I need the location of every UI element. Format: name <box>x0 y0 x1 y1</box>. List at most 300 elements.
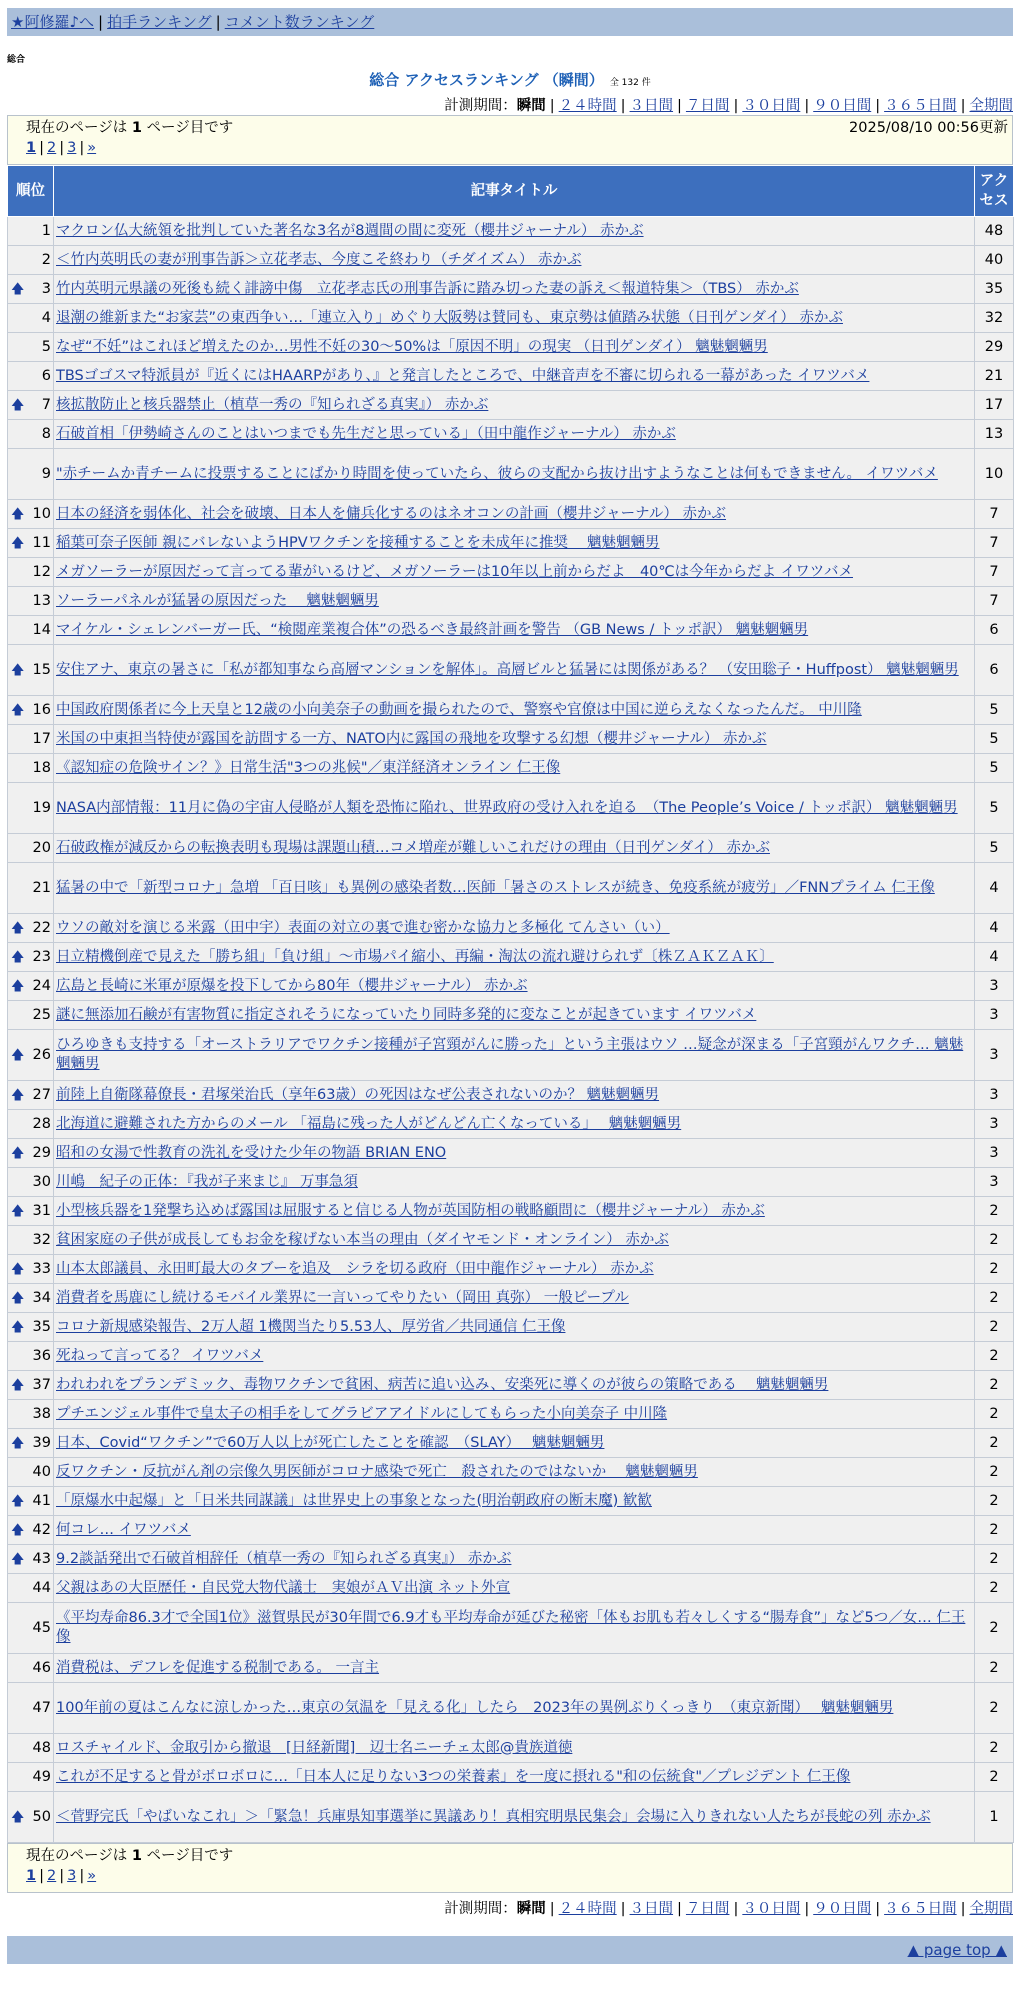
title-cell <box>54 972 975 1001</box>
separator: | <box>960 98 966 114</box>
table-row <box>8 558 1014 587</box>
separator: | <box>677 1901 682 1917</box>
access-count: 2 <box>975 1603 1014 1654</box>
article-link[interactable]: 核拡散防止と核兵器禁止（植草一秀の『知られざる真実』） 赤かぶ <box>56 396 489 413</box>
access-count: 2 <box>975 1313 1014 1342</box>
article-link[interactable]: 何コレ… イワツバメ <box>56 1521 191 1538</box>
article-link[interactable]: われわれをプランデミック、毒物ワクチンで貧困、病苦に追い込み、安楽死に導くのが彼らの策略である 魑魅魍魎男 <box>56 1376 829 1393</box>
rank-number: 10 <box>32 505 51 522</box>
title-cell <box>54 943 975 972</box>
table-row <box>8 1110 1014 1139</box>
title-cell <box>54 1574 975 1603</box>
rank-cell <box>8 1030 54 1081</box>
page-links-bottom <box>26 1866 1008 1886</box>
access-count: 3 <box>975 1001 1014 1030</box>
page-link-next[interactable]: » <box>87 140 97 156</box>
access-count: 4 <box>975 914 1014 943</box>
access-count: 4 <box>975 943 1014 972</box>
access-count: 3 <box>975 1168 1014 1197</box>
title-cell <box>54 1792 975 1843</box>
article-link[interactable]: 父親はあの大臣歴任・自民党大物代議士 実娘がＡＶ出演 ネット外宣 <box>56 1579 511 1596</box>
period-option-6[interactable]: ３６５日間 <box>884 98 957 114</box>
separator: | <box>59 1868 65 1884</box>
period-option-4[interactable]: ３０日間 <box>742 1901 801 1917</box>
access-count: 2 <box>975 1516 1014 1545</box>
rank-number: 29 <box>32 1144 51 1161</box>
article-link[interactable]: 《平均寿命86.3才で全国1位》滋賀県民が30年間で6.9才も平均寿命が延びた秘密「体もお肌も若々しくする“腸寿食”」など5つ／女… 仁王像 <box>56 1610 966 1645</box>
rank-cell <box>8 972 54 1001</box>
table-row <box>8 1342 1014 1371</box>
rank-cell <box>8 1574 54 1603</box>
access-count: 3 <box>975 1030 1014 1081</box>
access-count: 3 <box>975 972 1014 1001</box>
title-cell <box>54 246 975 275</box>
title-cell <box>54 333 975 362</box>
rank-number: 26 <box>32 1046 51 1063</box>
rank-number: 42 <box>32 1521 51 1538</box>
article-link[interactable]: 反ワクチン・反抗がん剤の宗像久男医師がコロナ感染で死亡 殺されたのではないか 魑魅魍魎男 <box>56 1463 698 1480</box>
table-row <box>8 1081 1014 1110</box>
rank-number: 24 <box>32 977 51 994</box>
article-link[interactable]: 貧困家庭の子供が成長してもお金を稼げない本当の理由（ダイヤモンド・オンライン） 赤かぶ <box>56 1231 669 1248</box>
rank-number: 1 <box>41 222 51 239</box>
rank-number: 28 <box>32 1115 51 1132</box>
rank-number: 31 <box>32 1202 51 1219</box>
article-link[interactable]: ソーラーパネルが猛暑の原因だった 魑魅魍魎男 <box>56 592 379 609</box>
access-count: 35 <box>975 275 1014 304</box>
access-count: 2 <box>975 1545 1014 1574</box>
title-cell <box>54 1654 975 1683</box>
separator: | <box>733 1901 739 1917</box>
rank-cell <box>8 1429 54 1458</box>
access-count: 40 <box>975 246 1014 275</box>
up-arrow-icon: 🡅 <box>11 978 25 994</box>
period-current: 瞬間 <box>516 98 546 114</box>
page-link-3[interactable]: 3 <box>67 1868 77 1884</box>
rank-number: 38 <box>32 1405 51 1422</box>
period-option-2[interactable]: ３日間 <box>629 1901 674 1917</box>
article-link[interactable]: ロスチャイルド、金取引から撤退 [日経新聞] 辺士名ニーチェ太郎@貴族道徳 <box>56 1739 573 1756</box>
rank-cell <box>8 1284 54 1313</box>
access-count: 7 <box>975 558 1014 587</box>
up-arrow-icon: 🡅 <box>11 1261 25 1277</box>
access-count: 32 <box>975 304 1014 333</box>
table-row <box>8 1487 1014 1516</box>
article-link[interactable]: 消費税は、デフレを促進する税制である。 一言主 <box>56 1659 380 1676</box>
category-label: 総合 <box>7 55 26 65</box>
rank-cell <box>8 1654 54 1683</box>
access-count: 2 <box>975 1197 1014 1226</box>
up-arrow-icon: 🡅 <box>11 1809 25 1825</box>
access-count: 2 <box>975 1487 1014 1516</box>
article-link[interactable]: 100年前の夏はこんなに涼しかった…東京の気温を「見える化」したら 2023年の異例ぶりくっきり （東京新聞） 魑魅魍魎男 <box>56 1699 894 1716</box>
rank-number: 43 <box>32 1550 51 1567</box>
title-cell <box>54 1168 975 1197</box>
article-link[interactable]: 山本太郎議員、永田町最大のタブーを追及 シラを切る政府（田中龍作ジャーナル） 赤かぶ <box>56 1260 654 1277</box>
access-count: 4 <box>975 863 1014 914</box>
article-link[interactable]: 広島と長崎に米軍が原爆を投下してから80年（櫻井ジャーナル） 赤かぶ <box>56 977 528 994</box>
rank-cell <box>8 1371 54 1400</box>
article-link[interactable]: 川嶋 紀子の正体：『我が子来まじ』 万事急須 <box>56 1173 358 1190</box>
article-link[interactable]: 中国政府関係者に今上天皇と12歳の小向美奈子の動画を撮られたので、警察や官僚は中国に逆らえなくなったんだ。 中川隆 <box>56 701 862 718</box>
rank-cell <box>8 834 54 863</box>
rank-cell <box>8 420 54 449</box>
table-row <box>8 616 1014 645</box>
rank-number: 11 <box>32 534 51 551</box>
title-cell <box>54 1139 975 1168</box>
article-link[interactable]: ウソの敵対を演じる米露（田中宇）表面の対立の裏で進む密かな協力と多極化 てんさい（い） <box>56 919 670 936</box>
rank-number: 44 <box>32 1579 51 1596</box>
rank-number: 47 <box>32 1699 51 1716</box>
table-row <box>8 449 1014 500</box>
rank-cell <box>8 725 54 754</box>
table-row <box>8 1197 1014 1226</box>
article-link[interactable]: 竹内英明元県議の死後も続く誹謗中傷 立花孝志氏の刑事告訴に踏み切った妻の訴え＜報道特集＞（TBS） 赤かぶ <box>56 280 799 297</box>
title-cell <box>54 1313 975 1342</box>
title-cell <box>54 1603 975 1654</box>
rank-number: 37 <box>32 1376 51 1393</box>
title-cell <box>54 914 975 943</box>
period-option-1[interactable]: ２４時間 <box>558 98 617 114</box>
up-arrow-icon: 🡅 <box>11 1290 25 1306</box>
up-arrow-icon: 🡅 <box>11 1493 25 1509</box>
table-row <box>8 1168 1014 1197</box>
title-cell <box>54 1429 975 1458</box>
rank-cell <box>8 246 54 275</box>
table-row <box>8 420 1014 449</box>
article-link[interactable]: 謎に無添加石鹸が有害物質に指定されそうになっていたり同時多発的に変なことが起きています イワツバメ <box>56 1006 757 1023</box>
period-label: 計測期間： <box>444 1901 517 1917</box>
rank-number: 45 <box>32 1619 51 1636</box>
table-row <box>8 1400 1014 1429</box>
separator: | <box>677 98 682 114</box>
access-count: 2 <box>975 1400 1014 1429</box>
article-link[interactable]: コロナ新規感染報告、2万人超 1機関当たり5.53人、厚労省／共同通信 仁王像 <box>56 1318 566 1335</box>
up-arrow-icon: 🡅 <box>11 662 25 678</box>
article-link[interactable]: 日立精機倒産で見えた「勝ち組」「負け組」～市場パイ縮小、再編・淘汰の流れ避けられず〔株ＺＡＫＺＡＫ〕 <box>56 948 774 965</box>
up-arrow-icon: 🡅 <box>11 1551 25 1567</box>
article-link[interactable]: 前陸上自衛隊幕僚長・君塚栄治氏（享年63歳）の死因はなぜ公表されないのか？ 魑魅魍魎男 <box>56 1086 660 1103</box>
rank-number: 9 <box>41 465 51 482</box>
title-cell <box>54 645 975 696</box>
article-link[interactable]: 9.2談話発出で石破首相辞任（植草一秀の『知られざる真実』） 赤かぶ <box>56 1550 512 1567</box>
access-count: 5 <box>975 725 1014 754</box>
table-row <box>8 914 1014 943</box>
table-row <box>8 645 1014 696</box>
table-row <box>8 1683 1014 1734</box>
title-cell <box>54 1734 975 1763</box>
article-link[interactable]: 小型核兵器を1発撃ち込めば露国は屈服すると信じる人物が英国防相の戦略顧問に（櫻井ジャーナル） 赤かぶ <box>56 1202 765 1219</box>
table-row <box>8 391 1014 420</box>
separator: | <box>620 1901 626 1917</box>
separator: | <box>733 98 739 114</box>
access-count: 7 <box>975 587 1014 616</box>
period-option-2[interactable]: ３日間 <box>629 98 674 114</box>
up-arrow-icon: 🡅 <box>11 702 25 718</box>
rank-cell <box>8 1110 54 1139</box>
separator: | <box>39 1868 44 1884</box>
home-link[interactable]: ★阿修羅♪へ <box>11 13 95 31</box>
up-arrow-icon: 🡅 <box>11 281 25 297</box>
total-count: 全 132 件 <box>609 78 651 88</box>
article-link[interactable]: NASA内部情報：11月に偽の宇宙人侵略が人類を恐怖に陥れ、世界政府の受け入れを迫る （The People’s Voice / トッポ訳） 魑魅魍魎男 <box>56 799 958 816</box>
access-count: 2 <box>975 1429 1014 1458</box>
table-row <box>8 1734 1014 1763</box>
table-row <box>8 972 1014 1001</box>
up-arrow-icon: 🡅 <box>11 1145 25 1161</box>
period-option-5[interactable]: ９０日間 <box>813 1901 872 1917</box>
separator: | <box>804 1901 810 1917</box>
table-row <box>8 834 1014 863</box>
title-cell <box>54 616 975 645</box>
page-link-current[interactable]: 1 <box>26 1868 37 1884</box>
article-link[interactable]: 死ねって言ってる？ イワツバメ <box>56 1347 264 1364</box>
access-count: 17 <box>975 391 1014 420</box>
article-link[interactable]: 安住アナ、東京の暑さに「私が都知事なら高層マンションを解体」。高層ビルと猛暑には関係がある？ （安田聡子・Huffpost） 魑魅魍魎男 <box>56 661 959 678</box>
rank-cell <box>8 1516 54 1545</box>
title-cell <box>54 1081 975 1110</box>
separator: | <box>620 98 626 114</box>
title-cell <box>54 1001 975 1030</box>
title-cell <box>54 587 975 616</box>
period-option-1[interactable]: ２４時間 <box>558 1901 617 1917</box>
period-option-6[interactable]: ３６５日間 <box>884 1901 957 1917</box>
pager-bottom <box>7 1843 1013 1893</box>
rank-cell <box>8 943 54 972</box>
access-count: 5 <box>975 696 1014 725</box>
title-cell <box>54 1255 975 1284</box>
rank-number: 3 <box>41 280 51 297</box>
rank-number: 30 <box>32 1173 51 1190</box>
table-row <box>8 246 1014 275</box>
title-cell <box>54 1516 975 1545</box>
table-row <box>8 1139 1014 1168</box>
up-arrow-icon: 🡅 <box>11 1319 25 1335</box>
period-option-5[interactable]: ９０日間 <box>813 98 872 114</box>
article-link[interactable]: マイケル・シェレンバーガー氏、“検閲産業複合体”の恐るべき最終計画を警告 （GB News / トッポ訳） 魑魅魍魎男 <box>56 621 809 638</box>
up-arrow-icon: 🡅 <box>11 506 25 522</box>
title-cell <box>54 754 975 783</box>
table-row <box>8 1545 1014 1574</box>
period-option-3[interactable]: ７日間 <box>685 1901 730 1917</box>
separator: | <box>549 98 555 114</box>
access-count: 2 <box>975 1226 1014 1255</box>
top-nav-bar: ★阿修羅♪へ | 拍手ランキング | コメント数ランキング <box>7 8 1013 36</box>
table-row <box>8 1371 1014 1400</box>
table-row <box>8 587 1014 616</box>
period-option-3[interactable]: ７日間 <box>685 98 730 114</box>
rank-number: 25 <box>32 1006 51 1023</box>
separator: | <box>79 140 85 156</box>
table-row <box>8 1429 1014 1458</box>
current-page-text: 現在のページは 1 ページ目です <box>26 120 234 136</box>
rank-number: 34 <box>32 1289 51 1306</box>
rank-cell <box>8 696 54 725</box>
period-option-7[interactable]: 全期間 <box>969 1901 1013 1917</box>
title-column-header: 記事タイトル <box>54 166 975 217</box>
article-link[interactable]: 消費者を馬鹿にし続けるモバイル業界に一言いってやりたい（岡田 真弥） 一般ピープル <box>56 1289 629 1306</box>
article-link[interactable]: 石破首相「伊勢崎さんのことはいつまでも先生だと思っている」（田中龍作ジャーナル） 赤かぶ <box>56 425 676 442</box>
rank-cell <box>8 1545 54 1574</box>
up-arrow-icon: 🡅 <box>11 1087 25 1103</box>
page-links-top <box>26 138 1008 158</box>
article-link[interactable]: "赤チームか青チームに投票することにばかり時間を使っていたら、彼らの支配から抜け出すようなことは何もできません。 イワツバメ <box>56 465 938 482</box>
article-link[interactable]: TBSゴゴスマ特派員が『近くにはHAARPがあり、』と発言したところで、中継音声を不審に切られる一幕があった イワツバメ <box>56 367 870 384</box>
page-link-next[interactable]: » <box>87 1868 97 1884</box>
article-link[interactable]: 稲葉可奈子医師 親にバレないようHPVワクチンを接種することを未成年に推奨 魑魅魍魎男 <box>56 534 660 551</box>
page-link-2[interactable]: 2 <box>46 140 57 156</box>
separator: | <box>960 1901 966 1917</box>
clap-ranking-link[interactable]: 拍手ランキング <box>107 13 212 31</box>
rank-number: 39 <box>32 1434 51 1451</box>
title-cell <box>54 217 975 246</box>
rank-number: 41 <box>32 1492 51 1509</box>
access-column-header: アクセス <box>975 166 1014 217</box>
title-cell <box>54 529 975 558</box>
title-cell <box>54 1342 975 1371</box>
article-link[interactable]: ひろゆきも支持する「オーストラリアでワクチン接種が子宮頸がんに勝った」という主張はウソ …疑念が深まる「子宮頸がんワクチ… 魑魅魍魎男 <box>56 1037 964 1072</box>
rank-cell <box>8 587 54 616</box>
up-arrow-icon: 🡅 <box>11 1203 25 1219</box>
rank-number: 19 <box>32 799 51 816</box>
access-count: 2 <box>975 1371 1014 1400</box>
article-link[interactable]: ＜菅野完氏「やばいなこれ」＞「緊急！兵庫県知事選挙に異議あり！真相究明県民集会」会場に入りきれない人たちが長蛇の列 赤かぶ <box>56 1808 931 1825</box>
separator: | <box>875 98 881 114</box>
up-arrow-icon: 🡅 <box>11 1377 25 1393</box>
title-cell <box>54 863 975 914</box>
table-row <box>8 1030 1014 1081</box>
page-top-link[interactable]: ▲ page top ▲ <box>907 1941 1007 1959</box>
rank-cell <box>8 333 54 362</box>
access-count: 2 <box>975 1284 1014 1313</box>
title-cell <box>54 1487 975 1516</box>
rank-cell <box>8 616 54 645</box>
table-row <box>8 863 1014 914</box>
article-link[interactable]: プチエンジェル事件で皇太子の相手をしてグラビアアイドルにしてもらった小向美奈子 中川隆 <box>56 1405 668 1422</box>
rank-number: 27 <box>32 1086 51 1103</box>
rank-number: 14 <box>32 621 51 638</box>
article-link[interactable]: ＜竹内英明氏の妻が刑事告訴＞立花孝志、今度こそ終わり（チダイズム） 赤かぶ <box>56 251 582 268</box>
access-count: 5 <box>975 834 1014 863</box>
rank-cell <box>8 1197 54 1226</box>
table-row <box>8 1226 1014 1255</box>
rank-number: 5 <box>41 338 51 355</box>
rank-number: 16 <box>32 701 51 718</box>
table-row <box>8 943 1014 972</box>
article-link[interactable]: 北海道に避難された方からのメール 「福島に残った人がどんどん亡くなっている」 魑魅魍魎男 <box>56 1115 682 1132</box>
separator: | <box>804 98 810 114</box>
period-selector-bottom <box>7 1897 1013 1918</box>
up-arrow-icon: 🡅 <box>11 1435 25 1451</box>
table-row <box>8 754 1014 783</box>
period-option-7[interactable]: 全期間 <box>969 98 1013 114</box>
title-cell <box>54 1763 975 1792</box>
title-cell <box>54 725 975 754</box>
title-cell <box>54 783 975 834</box>
bottom-bar <box>7 1936 1013 1964</box>
rank-number: 12 <box>32 563 51 580</box>
table-row <box>8 275 1014 304</box>
article-link[interactable]: なぜ“不妊”はこれほど増えたのか…男性不妊の30～50%は「原因不明」の現実 （日刊ゲンダイ） 魑魅魍魎男 <box>56 338 768 355</box>
page-link-current[interactable]: 1 <box>26 140 37 156</box>
table-row <box>8 1313 1014 1342</box>
rank-cell <box>8 783 54 834</box>
rank-number: 50 <box>32 1808 51 1825</box>
rank-cell <box>8 362 54 391</box>
article-link[interactable]: マクロン仏大統領を批判していた著名な3名が8週間の間に変死（櫻井ジャーナル） 赤かぶ <box>56 222 644 239</box>
rank-cell <box>8 1400 54 1429</box>
title-cell <box>54 1226 975 1255</box>
title-cell <box>54 420 975 449</box>
article-link[interactable]: 米国の中東担当特使が露国を訪問する一方、NATO内に露国の飛地を攻撃する幻想（櫻井ジャーナル） 赤かぶ <box>56 730 767 747</box>
page-link-3[interactable]: 3 <box>67 140 77 156</box>
rank-cell <box>8 1342 54 1371</box>
separator: | <box>39 140 44 156</box>
title-cell <box>54 1284 975 1313</box>
table-row <box>8 1574 1014 1603</box>
rank-cell <box>8 1001 54 1030</box>
rank-cell <box>8 449 54 500</box>
rank-cell <box>8 1255 54 1284</box>
title-cell <box>54 1197 975 1226</box>
article-link[interactable]: 日本、Covid“ワクチン”で60万人以上が死亡したことを確認 （SLAY） 魑魅魍魎男 <box>56 1434 605 1451</box>
title-cell <box>54 558 975 587</box>
article-link[interactable]: 日本の経済を弱体化、社会を破壊、日本人を傭兵化するのはネオコンの計画（櫻井ジャーナル） 赤かぶ <box>56 505 727 522</box>
access-count: 13 <box>975 420 1014 449</box>
rank-number: 48 <box>32 1739 51 1756</box>
article-link[interactable]: 「原爆水中起爆」と「日米共同謀議」は世界史上の事象となった(明治朝政府の断末魔) 歓歓 <box>56 1492 652 1509</box>
rank-number: 35 <box>32 1318 51 1335</box>
table-row <box>8 500 1014 529</box>
title-cell <box>54 1545 975 1574</box>
rank-number: 6 <box>41 367 51 384</box>
up-arrow-icon: 🡅 <box>11 1047 25 1063</box>
table-row <box>8 217 1014 246</box>
period-option-4[interactable]: ３０日間 <box>742 98 801 114</box>
rank-number: 33 <box>32 1260 51 1277</box>
comment-ranking-link[interactable]: コメント数ランキング <box>224 13 375 31</box>
access-count: 3 <box>975 1081 1014 1110</box>
rank-cell <box>8 275 54 304</box>
title-cell <box>54 1458 975 1487</box>
rank-number: 49 <box>32 1768 51 1785</box>
article-link[interactable]: 猛暑の中で「新型コロナ」急増 「百日咳」も異例の感染者数…医師「暑さのストレスが続き、免疫系統が疲労」／FNNプライム 仁王像 <box>56 879 935 896</box>
access-count: 2 <box>975 1342 1014 1371</box>
rank-number: 21 <box>32 879 51 896</box>
rank-cell <box>8 1683 54 1734</box>
title-cell <box>54 449 975 500</box>
access-count: 6 <box>975 616 1014 645</box>
article-link[interactable]: 石破政権が減反からの転換表明も現場は課題山積…コメ増産が難しいこれだけの理由（日刊ゲンダイ） 赤かぶ <box>56 839 770 856</box>
article-link[interactable]: これが不足すると骨がボロボロに…「日本人に足りない3つの栄養素」を一度に摂れる"和の伝統食"／プレジデント 仁王像 <box>56 1768 851 1785</box>
title-cell <box>54 834 975 863</box>
rank-number: 17 <box>32 730 51 747</box>
article-link[interactable]: 《認知症の危険サイン？》日常生活"3つの兆候"／東洋経済オンライン 仁王像 <box>56 759 561 776</box>
access-count: 10 <box>975 449 1014 500</box>
article-link[interactable]: 退潮の維新また“お家芸”の東西争い…「連立入り」めぐり大阪勢は賛同も、東京勢は値踏み状態（日刊ゲンダイ） 赤かぶ <box>56 309 843 326</box>
table-row <box>8 1255 1014 1284</box>
access-count: 5 <box>975 783 1014 834</box>
ranking-title-block <box>7 69 1013 90</box>
access-count: 2 <box>975 1654 1014 1683</box>
article-link[interactable]: 昭和の女湯で性教育の洗礼を受けた少年の物語 BRIAN ENO <box>56 1144 447 1161</box>
page-link-2[interactable]: 2 <box>46 1868 57 1884</box>
rank-cell <box>8 754 54 783</box>
table-row <box>8 333 1014 362</box>
table-row <box>8 529 1014 558</box>
article-link[interactable]: メガソーラーが原因だって言ってる輩がいるけど、メガソーラーは10年以上前からだよ 40℃は今年からだよ イワツバメ <box>56 563 853 580</box>
rank-cell <box>8 1792 54 1843</box>
